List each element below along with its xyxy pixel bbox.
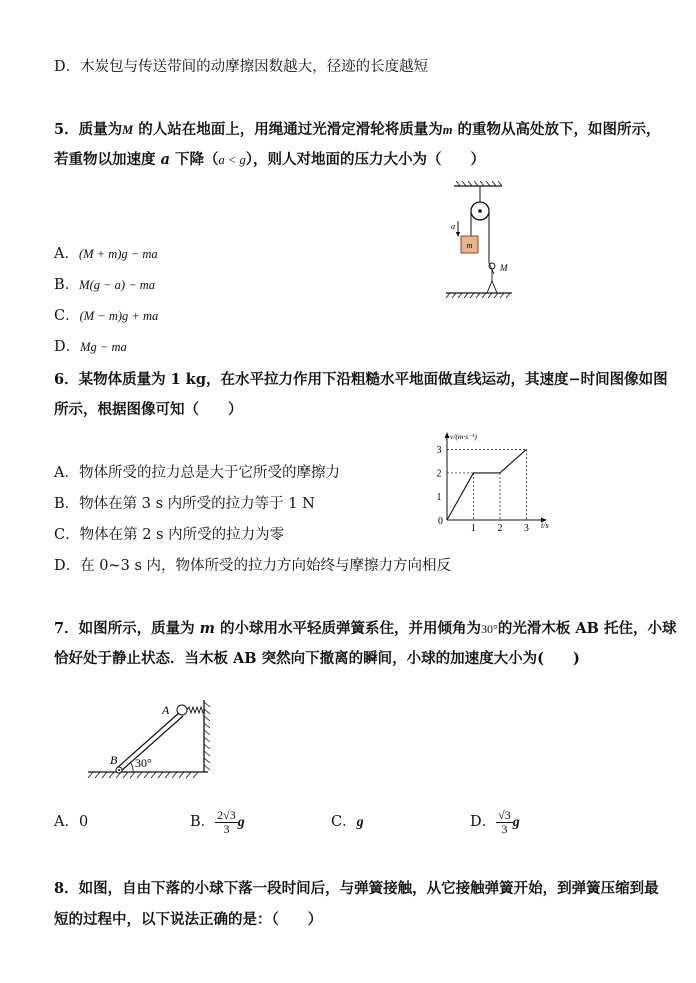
option-label: C． — [54, 308, 80, 324]
y-axis-label: v/(m·s⁻¹) — [450, 432, 477, 441]
q5-text: 若重物以加速度 — [54, 151, 161, 168]
label-angle: 30° — [135, 756, 152, 770]
label-B: B — [110, 753, 118, 767]
q5-text: 的重物从高处放下，如图所示， — [452, 121, 661, 138]
option-label: D． — [470, 814, 497, 830]
option-label: D． — [54, 339, 81, 355]
var-g: g — [512, 815, 520, 830]
q4-option-d: D．木炭包与传送带间的动摩擦因数越大，径迹的长度越短 — [54, 59, 429, 75]
y-tick-label: 2 — [436, 468, 442, 480]
accel-label: a — [451, 222, 455, 231]
q5-stem-line2 — [54, 151, 485, 169]
option-label: B． — [190, 814, 216, 830]
q7-text: 的光滑木板 AB 托住，小球 — [497, 620, 677, 637]
q5-condition: a < g — [218, 153, 246, 167]
fraction-numerator: 2√3 — [217, 807, 236, 822]
fraction-denominator: 3 — [223, 821, 230, 836]
q5-pulley-figure — [436, 178, 524, 304]
q5-var-m: m — [442, 123, 453, 137]
option-expr: M(g − a) − ma — [79, 278, 156, 292]
var-g: g — [237, 815, 245, 830]
q5-stem-line1 — [54, 121, 661, 139]
q7-angle: 30° — [481, 622, 498, 636]
q5-text: 5．质量为 — [54, 121, 123, 138]
fraction — [496, 809, 513, 836]
fraction-numerator: √3 — [498, 807, 511, 822]
y-tick-label: 1 — [436, 491, 442, 503]
q7-text: 7．如图所示，质量为 — [54, 620, 200, 637]
q5-text: 的人站在地面上，用绳通过光滑定滑轮将质量为 — [133, 121, 443, 138]
q6-option-d[interactable]: D．在 0~3 s 内，物体所受的拉力方向始终与摩擦力方向相反 — [54, 558, 451, 574]
q5-text: 下降（ — [169, 151, 219, 168]
q7-stem-line2: 恰好处于静止状态．当木板 AB 突然向下撤离的瞬间，小球的加速度大小为( ) — [54, 650, 580, 667]
fraction — [215, 809, 238, 836]
q8-stem-line2: 短的过程中，以下说法正确的是：（ ） — [54, 911, 323, 928]
var-g: g — [356, 815, 364, 830]
option-expr: Mg − ma — [80, 340, 127, 354]
ball — [177, 705, 187, 715]
q6-stem-line2: 所示，根据图像可知（ ） — [54, 401, 243, 418]
q5-option-b[interactable] — [54, 276, 155, 294]
x-tick-label: 2 — [497, 523, 503, 534]
q5-text: ），则人对地面的压力大小为（ ） — [245, 151, 485, 168]
option-label: C． — [331, 814, 357, 830]
q7-option-d[interactable] — [470, 805, 520, 840]
fraction-denominator: 3 — [501, 821, 508, 836]
q5-var-M: M — [122, 123, 134, 137]
option-label: A． — [54, 246, 79, 262]
x-axis-label: t/s — [541, 521, 549, 530]
q7-stem-line1 — [54, 620, 676, 638]
velocity-series-line — [447, 449, 526, 520]
q5-option-d[interactable] — [54, 338, 127, 356]
q6-option-c[interactable]: C．物体在第 2 s 内所受的拉力为零 — [54, 527, 285, 543]
spring — [187, 707, 205, 713]
q7-incline-figure — [84, 696, 216, 782]
q7-var-m: m — [199, 620, 215, 637]
x-tick-label: 3 — [523, 523, 529, 534]
person-label: M — [500, 263, 508, 273]
q5-option-c[interactable] — [54, 307, 158, 325]
q6-velocity-time-chart — [420, 426, 560, 534]
q7-option-a[interactable]: A．0 — [54, 814, 89, 830]
option-label: B． — [54, 277, 80, 293]
x-tick-label: 1 — [470, 523, 476, 534]
q7-text: 的小球用水平轻质弹簧系住，并用倾角为 — [214, 620, 482, 637]
mass-label: m — [466, 241, 473, 250]
q7-option-b[interactable] — [190, 805, 245, 840]
option-expr: (M − m)g + ma — [79, 309, 159, 323]
option-expr: (M + m)g − ma — [78, 247, 158, 261]
y-tick-label: 3 — [436, 444, 442, 456]
q5-option-a[interactable] — [54, 245, 158, 263]
q6-option-a[interactable]: A．物体所受的拉力总是大于它所受的摩擦力 — [54, 465, 340, 481]
origin-label: 0 — [438, 516, 443, 527]
person-figure — [487, 263, 497, 293]
q5-var-a: a — [160, 151, 170, 168]
q6-stem-line1: 6．某物体质量为 1 kg，在水平拉力作用下沿粗糙水平地面做直线运动，其速度−时间图像如图 — [54, 371, 668, 388]
q7-option-c[interactable] — [331, 813, 364, 832]
q6-option-b[interactable]: B．物体在第 3 s 内所受的拉力等于 1 N — [54, 496, 315, 512]
q8-stem-line1: 8．如图，自由下落的小球下落一段时间后，与弹簧接触，从它接触弹簧开始，到弹簧压缩到最 — [54, 880, 659, 897]
y-axis-arrow — [445, 432, 450, 438]
label-A: A — [162, 703, 170, 717]
